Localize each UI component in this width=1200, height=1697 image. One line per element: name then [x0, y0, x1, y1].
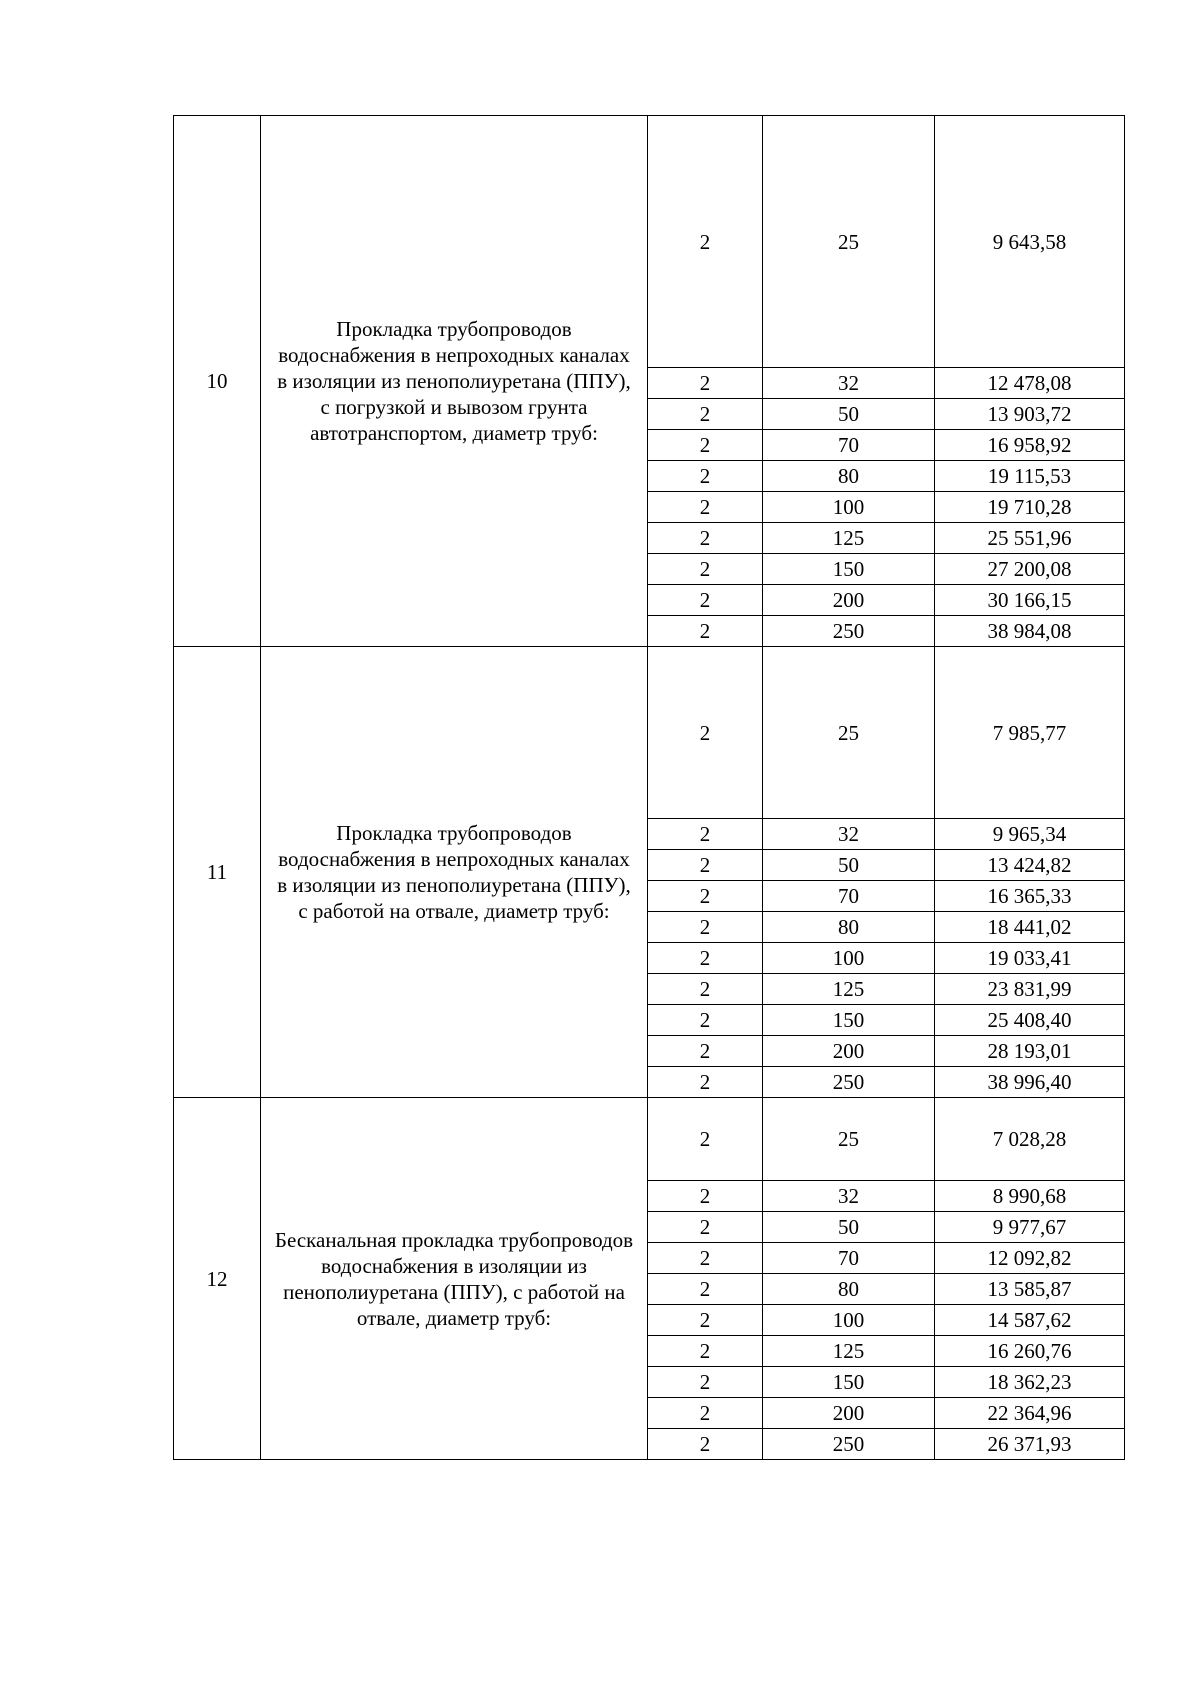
pipe-diameter: 32	[763, 1181, 935, 1212]
pipe-diameter: 25	[763, 116, 935, 368]
pipe-diameter: 80	[763, 912, 935, 943]
pipe-diameter: 50	[763, 399, 935, 430]
pipe-count: 2	[648, 881, 763, 912]
table-row	[174, 1098, 1125, 1181]
price-table-page	[173, 115, 1124, 1460]
pipe-count: 2	[648, 1036, 763, 1067]
pipe-count: 2	[648, 1398, 763, 1429]
pipe-count: 2	[648, 1243, 763, 1274]
price-value: 12 092,82	[935, 1243, 1125, 1274]
price-value: 19 710,28	[935, 492, 1125, 523]
price-value: 27 200,08	[935, 554, 1125, 585]
pipe-count: 2	[648, 492, 763, 523]
price-value: 13 424,82	[935, 850, 1125, 881]
pipe-count: 2	[648, 1429, 763, 1460]
price-value: 25 551,96	[935, 523, 1125, 554]
price-value: 30 166,15	[935, 585, 1125, 616]
pipe-count: 2	[648, 399, 763, 430]
pipe-count: 2	[648, 1212, 763, 1243]
price-value: 19 033,41	[935, 943, 1125, 974]
pipe-count: 2	[648, 616, 763, 647]
pipe-count: 2	[648, 585, 763, 616]
price-value: 16 365,33	[935, 881, 1125, 912]
price-value: 14 587,62	[935, 1305, 1125, 1336]
pipe-count: 2	[648, 912, 763, 943]
price-value: 18 441,02	[935, 912, 1125, 943]
pipe-diameter: 100	[763, 1305, 935, 1336]
section-number: 10	[174, 116, 261, 647]
pipe-diameter: 250	[763, 616, 935, 647]
pipe-count: 2	[648, 1098, 763, 1181]
price-value: 7 985,77	[935, 647, 1125, 819]
pipe-count: 2	[648, 461, 763, 492]
price-value: 8 990,68	[935, 1181, 1125, 1212]
pipe-diameter: 125	[763, 1336, 935, 1367]
pipe-count: 2	[648, 1274, 763, 1305]
pipe-count: 2	[648, 1305, 763, 1336]
pipe-diameter: 50	[763, 1212, 935, 1243]
price-table	[173, 115, 1125, 1460]
pipe-diameter: 50	[763, 850, 935, 881]
pipe-diameter: 125	[763, 974, 935, 1005]
table-row	[174, 647, 1125, 819]
pipe-diameter: 80	[763, 461, 935, 492]
price-value: 16 958,92	[935, 430, 1125, 461]
price-value: 18 362,23	[935, 1367, 1125, 1398]
pipe-count: 2	[648, 819, 763, 850]
pipe-diameter: 70	[763, 430, 935, 461]
pipe-diameter: 150	[763, 1367, 935, 1398]
pipe-diameter: 250	[763, 1429, 935, 1460]
price-value: 38 996,40	[935, 1067, 1125, 1098]
pipe-count: 2	[648, 1181, 763, 1212]
pipe-count: 2	[648, 1067, 763, 1098]
pipe-diameter: 80	[763, 1274, 935, 1305]
pipe-diameter: 200	[763, 585, 935, 616]
pipe-count: 2	[648, 1336, 763, 1367]
pipe-count: 2	[648, 554, 763, 585]
pipe-diameter: 200	[763, 1398, 935, 1429]
table-row	[174, 116, 1125, 368]
pipe-diameter: 125	[763, 523, 935, 554]
pipe-diameter: 25	[763, 647, 935, 819]
price-value: 9 977,67	[935, 1212, 1125, 1243]
pipe-diameter: 70	[763, 1243, 935, 1274]
pipe-diameter: 250	[763, 1067, 935, 1098]
section-description: Бесканальная прокладка трубопроводов водоснабжения в изоляции из пенополиуретана (ППУ), с работой на отвале, диаметр труб:	[261, 1098, 648, 1460]
section-description: Прокладка трубопроводов водоснабжения в непроходных каналах в изоляции из пенополиуретана (ППУ), с погрузкой и вывозом грунта автотранспортом, диаметр труб:	[261, 116, 648, 647]
pipe-count: 2	[648, 1367, 763, 1398]
price-value: 7 028,28	[935, 1098, 1125, 1181]
section-number: 12	[174, 1098, 261, 1460]
pipe-count: 2	[648, 430, 763, 461]
pipe-count: 2	[648, 116, 763, 368]
pipe-count: 2	[648, 647, 763, 819]
price-value: 9 965,34	[935, 819, 1125, 850]
price-value: 13 903,72	[935, 399, 1125, 430]
section-description: Прокладка трубопроводов водоснабжения в непроходных каналах в изоляции из пенополиуретана (ППУ), с работой на отвале, диаметр труб:	[261, 647, 648, 1098]
pipe-diameter: 100	[763, 492, 935, 523]
price-value: 28 193,01	[935, 1036, 1125, 1067]
pipe-diameter: 32	[763, 819, 935, 850]
price-value: 9 643,58	[935, 116, 1125, 368]
pipe-diameter: 100	[763, 943, 935, 974]
price-value: 38 984,08	[935, 616, 1125, 647]
price-value: 12 478,08	[935, 368, 1125, 399]
price-value: 16 260,76	[935, 1336, 1125, 1367]
pipe-diameter: 150	[763, 554, 935, 585]
pipe-diameter: 25	[763, 1098, 935, 1181]
pipe-count: 2	[648, 368, 763, 399]
pipe-diameter: 150	[763, 1005, 935, 1036]
price-value: 19 115,53	[935, 461, 1125, 492]
price-value: 22 364,96	[935, 1398, 1125, 1429]
pipe-count: 2	[648, 974, 763, 1005]
pipe-diameter: 70	[763, 881, 935, 912]
pipe-count: 2	[648, 1005, 763, 1036]
pipe-count: 2	[648, 943, 763, 974]
price-value: 13 585,87	[935, 1274, 1125, 1305]
pipe-diameter: 32	[763, 368, 935, 399]
price-value: 26 371,93	[935, 1429, 1125, 1460]
pipe-count: 2	[648, 850, 763, 881]
price-value: 23 831,99	[935, 974, 1125, 1005]
pipe-count: 2	[648, 523, 763, 554]
price-value: 25 408,40	[935, 1005, 1125, 1036]
pipe-diameter: 200	[763, 1036, 935, 1067]
section-number: 11	[174, 647, 261, 1098]
